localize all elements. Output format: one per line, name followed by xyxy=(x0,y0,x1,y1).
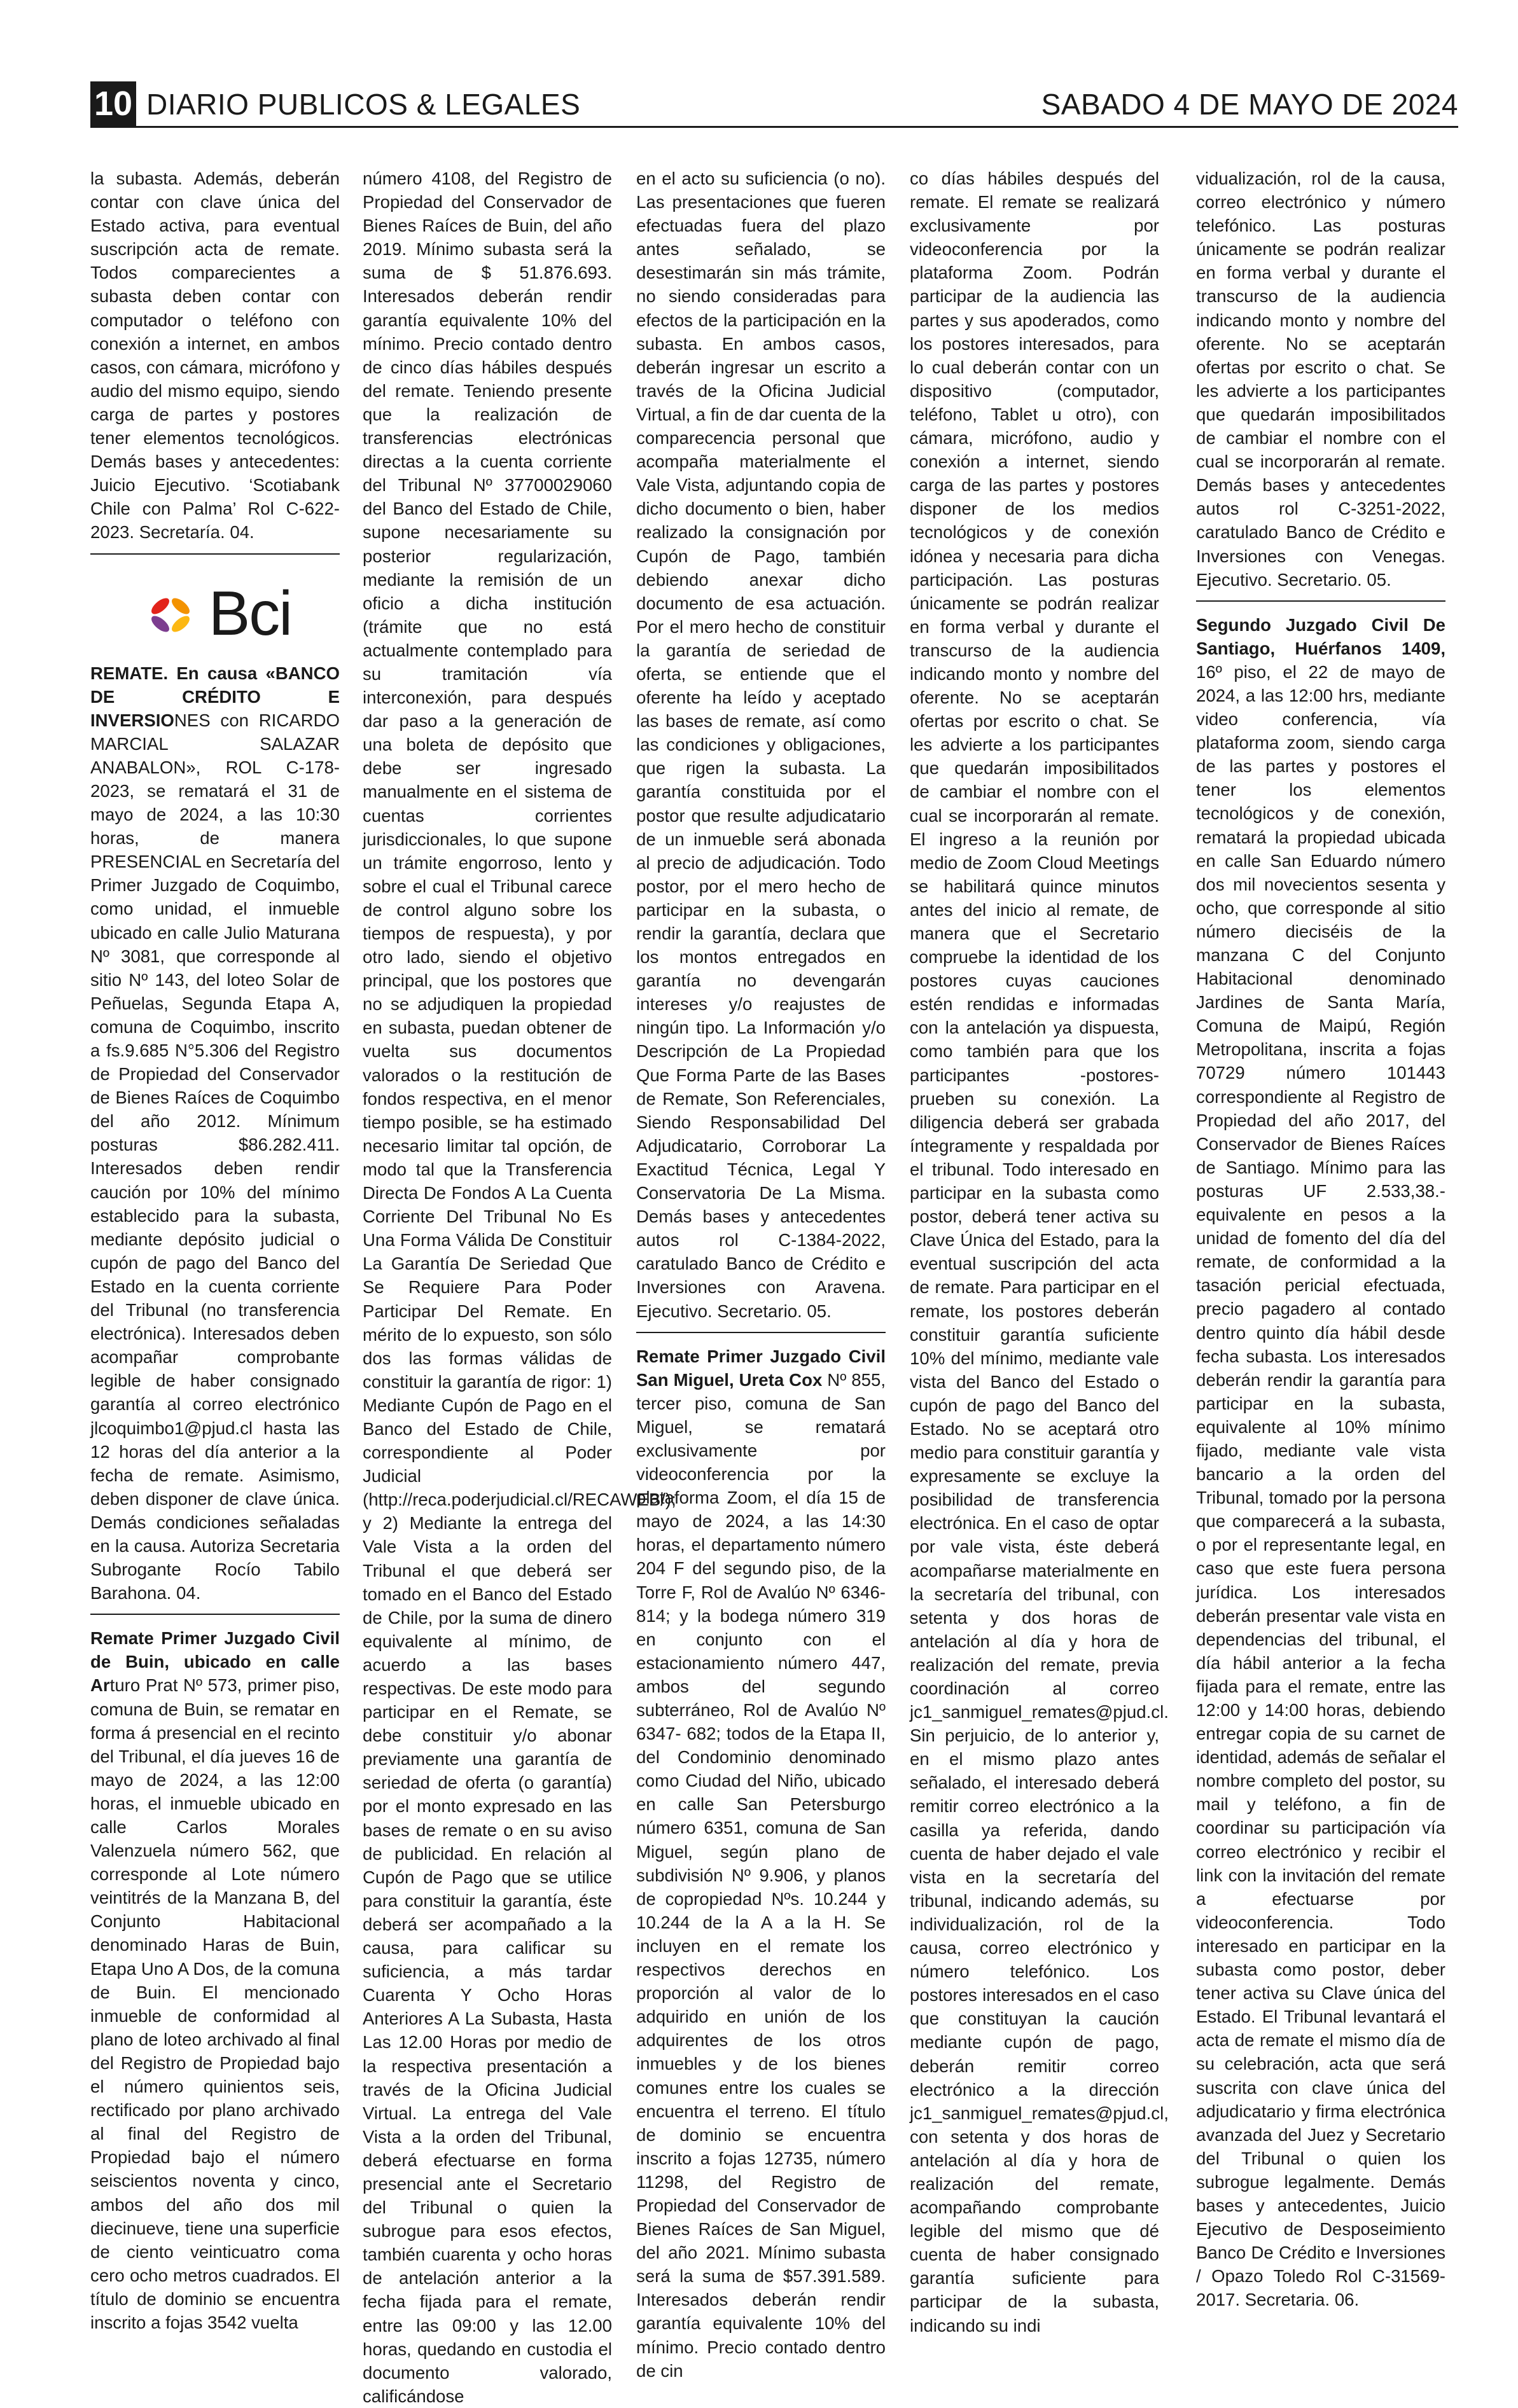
column-divider xyxy=(90,553,340,555)
notice-body: turo Prat Nº 573, primer piso, comuna de Buin, se rematar en forma á presencial en el recinto del Tribunal, el día jueves 16 de mayo de 2024, a las 12:00 horas, el inmueble ubicado en calle Carlos Morales Valenzuela número 562, que corresponde al Lote número veintitrés de la Manzana B, del Conjunto Habitacional denominado Haras de Buin, Etapa Uno A Dos, de la comuna de Buin. El mencionado inmueble de conformidad al plano de loteo archivado al final del Registro de Propiedad bajo el número quinientos seis, rectificado por plano archivado al final del Registro de Propiedad bajo el número seiscientos noventa y cinco, ambos del año dos mil diecinueve, tiene una superficie de ciento veinticuatro coma cero ocho metros cuadrados. El título de dominio se encuentra inscrito a fojas 3542 vuelta xyxy=(90,1675,340,2332)
notice-heading: Remate Primer Juzgado Civil San Miguel, Ureta Cox xyxy=(636,1346,886,1390)
page-number: 10 xyxy=(90,81,136,126)
column-divider xyxy=(1196,600,1445,602)
notice-body: NES con RICARDO MARCIAL SALAZAR ANABALON», ROL C-178-2023, se rematará el 31 de mayo de 2024, a las 10:30 horas, de manera PRESENCIAL en Secretaría del Primer Juzgado de Coquimbo, como unidad, el inmueble ubicado en calle Julio Maturana Nº 3081, que corresponde al sitio Nº 143, del loteo Solar de Peñuelas, Segunda Etapa A, comuna de Coquimbo, inscrito a fs.9.685 N°5.306 del Registro de Propiedad del Conservador de Bienes Raíces de Coquimbo del año 2012. Mínimum posturas $86.282.411. Interesados deben rendir caución por 10% del mínimo establecido para la subasta, mediante depósito judicial o cupón de pago del Banco del Estado en la cuenta corriente del Tribunal (no transferencia electrónica). Interesados deben acompañar comprobante legible de haber consignado garantía al correo electrónico jlcoquimbo1@pjud.cl hasta las 12 horas del día anterior a la fecha de remate. Asimismo, deben disponer de clave única. Demás condiciones señaladas en la causa. Autoriza Secretaria Subrogante Rocío Tabilo Barahona. 04. xyxy=(90,710,340,1603)
notice-heading: REMATE. En causa «BANCO DE CRÉDITO E INVERSIO xyxy=(90,663,340,730)
notice-scotiabank-tail: la subasta. Además, deberán contar con clave única del Estado activa, para eventual suscripción acta de remate. Todos comparecientes a subasta deben contar con computador o teléfono con conexión a internet, en ambos casos, con cámara, micrófono y audio del mismo equipo, siendo carga de partes y postores tener elementos tecnológicos. Demás bases y antecedentes: Juicio Ejecutivo. ‘Scotiabank Chile con Palma’ Rol C-622-2023. Secretaría. 04. xyxy=(90,169,340,543)
bci-logo xyxy=(90,566,340,661)
header-rule xyxy=(90,126,1458,128)
column-5 xyxy=(1196,167,1445,2310)
notice-buin-continued: número 4108, del Registro de Propiedad del Conservador de Bienes Raíces de Buin, del año 2019. Mínimo subasta será la suma de $ 51.876.693. Interesados deberán rendir garantía equivalente 10% del mínimo. Precio contado dentro de cinco días hábiles después del remate. Teniendo presente que la realización de transferencias electrónicas directas a la cuenta corriente del Tribunal Nº 37700029060 del Banco del Estado de Chile, supone necesariamente su posterior regularización, mediante la remisión de un oficio a dicha institución (trámite que no está actualmente contemplado para su tramitación vía interconexión, para después dar paso a la generación de una boleta de depósito que debe ser ingresado manualmente en el sistema de cuentas corrientes jurisdiccionales, lo que supone un trámite engorroso, lento y sobre el cual el Tribunal carece de control alguno sobre los tiempos de respuesta), y por otro lado, siendo el objetivo principal, que los postores que no se adjudiquen la propiedad en subasta, puedan obtener de vuelta sus documentos valorados o la restitución de fondos respectiva, en el menor tiempo posible, se ha estimado necesario limitar tal opción, de modo tal que la Transferencia Directa De Fondos A La Cuenta Corriente Del Tribunal No Es Una Forma Válida De Constituir La Garantía De Seriedad Que Se Requiere Para Poder Participar Del Remate. En mérito de lo expuesto, son sólo dos las formas válidas de constituir la garantía de rigor: 1) Mediante Cupón de Pago en el Banco del Estado de Chile, correspondiente al Poder Judicial (http://reca.poderjudicial.cl/RECAWEB/); y 2) Mediante la entrega del Vale Vista a la orden del Tribunal el que deberá ser tomado en el Banco del Estado de Chile, por la suma de dinero equivalente al mínimo, de acuerdo a las bases respectivas. De este modo para participar en el Remate, se debe constituir y/o abonar previamente una garantía de seriedad de oferta (o garantía) por el monto expresado en las bases de remate o en su aviso de publicidad. En relación al Cupón de Pago que se utilice para constituir la garantía, éste deberá ser acompañado a la causa, para calificar su suficiencia, a más tardar Cuarenta Y Ocho Horas Anteriores A La Subasta, Hasta Las 12.00 Horas por medio de la respectiva presentación a través de la Oficina Judicial Virtual. La entrega del Vale Vista a la orden del Tribunal, deberá efectuarse en forma presencial ante el Secretario del Tribunal o quien la subrogue para esos efectos, también cuarenta y ocho horas de antelación anterior a la fecha fijada para el remate, entre las 09:00 y las 12.00 horas, quedando en custodia el documento valorado, calificándose xyxy=(363,169,676,2406)
notice-aravena-tail: en el acto su suficiencia (o no). Las presentaciones que fueren efectuadas fuera del plazo antes señalado, se desestimarán sin más trámite, no siendo consideradas para efectos de la participación en la subasta. En ambos casos, deberán ingresar un escrito a través de la Oficina Judicial Virtual, a fin de dar cuenta de la comparecencia personal que acompaña materialmente el Vale Vista, adjuntando copia de dicho documento o bien, haber realizado la consignación por Cupón de Pago, también debiendo anexar dicho documento de esa actuación. Por el mero hecho de constituir la garantía de seriedad de oferta, se entiende que el oferente ha leído y aceptado las bases de remate, así como las condiciones y obligaciones, que rigen la subasta. La garantía constituida por el postor que resulte adjudicatario de un inmueble será abonada al precio de adjudicación. Todo postor, por el mero hecho de participar en la subasta, o rendir la garantía, declara que los montos entregados en garantía no devengarán intereses y/o reajustes de ningún tipo. La Información y/o Descripción de La Propiedad Que Forma Parte de las Bases de Remate, Son Referenciales, Siendo Responsabilidad Del Adjudicatario, Corroborar La Exactitud Técnica, Legal Y Conservatoria De La Misma. Demás bases y antecedentes autos rol C-1384-2022, caratulado Banco de Crédito e Inversiones con Aravena. Ejecutivo. Secretario. 05. xyxy=(636,169,886,1321)
column-3 xyxy=(636,167,886,2381)
page-header xyxy=(90,75,1458,127)
publication-date: SABADO 4 DE MAYO DE 2024 xyxy=(1041,88,1458,121)
column-1 xyxy=(90,167,340,2332)
column-4 xyxy=(910,167,1169,2335)
column-divider xyxy=(636,1332,886,1333)
notice-bci-coquimbo xyxy=(90,661,340,1605)
publication-name: DIARIO PUBLICOS & LEGALES xyxy=(146,88,581,121)
notice-san-miguel xyxy=(636,1345,886,2383)
column-divider xyxy=(90,1614,340,1615)
notice-buin xyxy=(90,1626,340,2334)
notice-heading: Remate Primer Juzgado Civil de Buin, ubicado en calle Ar xyxy=(90,1628,340,1696)
notice-body: Nº 855, tercer piso, comuna de San Miguel, se rematará exclusivamente por videoconferencia por la plataforma Zoom, el día 15 de mayo de 2024, a las 14:30 horas, el departamento número 204 F del segundo piso, de la Torre F, Rol de Avalúo Nº 6346-814; y la bodega número 319 en conjunto con el estacionamiento número 447, ambos del segundo subterráneo, Rol de Avalúo Nº 6347- 682; todos de la Etapa II, del Condominio denominado como Ciudad del Niño, ubicado en calle San Petersburgo número 6351, comuna de San Miguel, según plano de subdivisión Nº 9.906, y planos de copropiedad Nºs. 10.244 y 10.244 de la A a la H. Se incluyen en el remate los respectivos derechos en proporción al valor de lo adquirido en unión de los adquirentes de los otros inmuebles y de los bienes comunes entre los cuales se encuentra el terreno. El título de dominio se encuentra inscrito a fojas 12735, número 11298, del Registro de Propiedad del Conservador de Bienes Raíces de San Miguel, del año 2021. Mínimo subasta será la suma de $57.391.589. Interesados deberán rendir garantía equivalente 10% del mínimo. Precio contado dentro de cin xyxy=(636,1369,886,2381)
notice-san-miguel-continued: co días hábiles después del remate. El remate se realizará exclusivamente por videoconferencia por la plataforma Zoom. Podrán participar de la audiencia las partes y sus apoderados, como los postores interesados, para lo cual deberán contar con un dispositivo (computador, teléfono, Tablet u otro), con cámara, micrófono, audio y conexión a internet, siendo carga de las partes y postores disponer de los medios tecnológicos y de conexión idónea y necesaria para dicha participación. Las posturas únicamente se podrán realizar en forma verbal y durante el transcurso de la audiencia indicando monto y nombre del oferente. No se aceptarán ofertas por escrito o chat. Se les advierte a los participantes que quedarán imposibilitados de cambiar el nombre con el cual se incorporarán al remate. El ingreso a la reunión por medio de Zoom Cloud Meetings se habilitará quince minutos antes del inicio al remate, de manera que el Secretario compruebe la identidad de los postores cuyas cauciones estén rendidas e informadas con la antelación ya dispuesta, como también para que los participantes -postores- prueben su conexión. La diligencia deberá ser grabada íntegramente y respaldada por el tribunal. Todo interesado en participar en la subasta como postor, deberá tener activa su Clave Única del Estado, para la eventual suscripción del acta de remate. Para participar en el remate, los postores deberán constituir garantía suficiente 10% del mínimo, mediante vale vista del Banco del Estado o cupón de pago del Banco del Estado. No se aceptará otro medio para constituir garantía y expresamente se excluye la posibilidad de transferencia electrónica. En el caso de optar por vale vista, éste deberá acompañarse materialmente en la secretaría del tribunal, con setenta y dos horas de antelación al día y hora de realización del remate, previa coordinación al correo jc1_sanmiguel_remates@pjud.cl. Sin perjuicio, de lo anterior y, en el mismo plazo antes señalado, el interesado deberá remitir correo electrónico a la casilla ya referida, dando cuenta de haber dejado el vale vista en la secretaría del tribunal, indicando además, su individualización, rol de la causa, correo electrónico y número telefónico. Los postores interesados en el caso que constituyan la caución mediante cupón de pago, deberán remitir correo electrónico a la dirección jc1_sanmiguel_remates@pjud.cl, con setenta y dos horas de antelación al día y hora de realización del remate, acompañando comprobante legible del mismo que dé cuenta de haber consignado garantía suficiente para participar de la subasta, indicando su indi xyxy=(910,169,1169,2335)
bci-logo-text: Bci xyxy=(208,578,292,648)
bci-logo-mark-icon xyxy=(139,582,202,646)
column-2 xyxy=(363,167,676,2406)
notice-venegas-tail: vidualización, rol de la causa, correo electrónico y número telefónico. Las posturas únicamente se podrán realizar en forma verbal y durante el transcurso de la audiencia indicando monto y nombre del oferente. No se aceptarán ofertas por escrito o chat. Se les advierte a los participantes que quedarán imposibilitados de cambiar el nombre con el cual se incorporarán al remate. Demás bases y antecedentes autos rol C-3251-2022, caratulado Banco de Crédito e Inversiones con Venegas. Ejecutivo. Secretario. 05. xyxy=(1196,169,1445,590)
notice-body: 16º piso, el 22 de mayo de 2024, a las 12:00 hrs, mediante video conferencia, vía plataforma zoom, siendo carga de las partes y postores el tener los elementos tecnológicos y de conexión, rematará la propiedad ubicada en calle San Eduardo número dos mil novecientos sesenta y ocho, que corresponde al sitio número dieciséis de la manzana C del Conjunto Habitacional denominado Jardines de Santa María, Comuna de Maipú, Región Metropolitana, inscrita a fojas 70729 número 101443 correspondiente al Registro de Propiedad del año 2017, del Conservador de Bienes Raíces de Santiago. Mínimo para las posturas UF 2.533,38.- equivalente en pesos a la unidad de fomento del día del remate, de conformidad a la tasación pericial efectuada, precio pagadero al contado dentro quinto día hábil desde fecha subasta. Los interesados deberán rendir la garantía para participar en la subasta, equivalente al 10% mínimo fijado, mediante vale vista bancario a la orden del Tribunal, tomado por la persona que comparecerá a la subasta, o por el representante legal, en caso que este fuera persona jurídica. Los interesados deberán presentar vale vista en dependencias del tribunal, el día hábil anterior a la fecha fijada para el remate, entre las 12:00 y 14:00 horas, debiendo entregar copia de su carnet de identidad, además de señalar el nombre completo del postor, su mail y teléfono, a fin de coordinar su participación vía correo electrónico y recibir el link con la invitación del remate a efectuarse por videoconferencia. Todo interesado en participar en la subasta como postor, deber tener activa su Clave única del Estado. El Tribunal levantará el acta de remate el mismo día de su celebración, acta que será suscrita con clave única del adjudicatario y firma electrónica avanzada del Juez y Secretario del Tribunal o quien los subrogue legalmente. Demás bases y antecedentes, Juicio Ejecutivo de Desposeimiento Banco De Crédito e Inversiones / Opazo Toledo Rol C-31569-2017. Secretaria. 06. xyxy=(1196,661,1445,2310)
notice-santiago xyxy=(1196,613,1445,2312)
notice-heading: Segundo Juzgado Civil De Santiago, Huérfanos 1409, xyxy=(1196,614,1445,658)
